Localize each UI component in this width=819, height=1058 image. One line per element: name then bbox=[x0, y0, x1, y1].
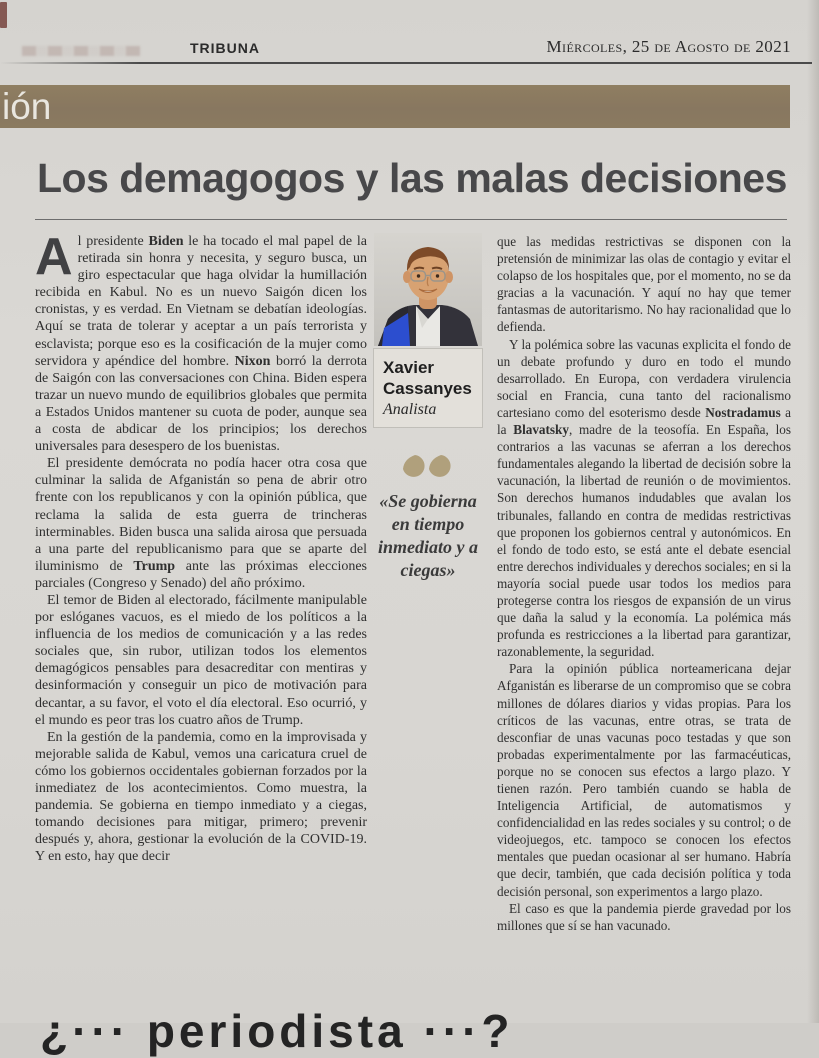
header-rule bbox=[0, 62, 812, 64]
scan-smudge bbox=[22, 46, 140, 56]
paragraph bbox=[35, 228, 367, 455]
article-headline: Los demagogos y las malas decisiones bbox=[37, 155, 787, 201]
article-column-right bbox=[497, 233, 791, 934]
paragraph-text: l presidente Biden le ha tocado el mal papel de la retirada sin honra y necesita, y seguro busca, un giro espectacular que haga olvidar la humillación recibida en Kabul. No es un nuevo Saigón dicen los cronistas, y es verdad. En Vietnam se debatían ideologías. Aquí se trata de tolerar y aceptar a un país terrorista y esclavista; porque eso es la cosificación de la mujer como servidora y apéndice del hombre. Nixon borró la derrota de Saigón con las conversaciones con China. Biden espera trazar un nuevo mundo de equilibrios globales que permita a Estados Unidos mantener su cuota de poder, aunque sea a costa de abdicar de los principios; los derechos universales para desespero de los buenistas. bbox=[35, 234, 367, 455]
edition-date: Miércoles, 25 de Agosto de 2021 bbox=[546, 37, 791, 56]
paragraph: Para la opinión pública norteamericana dejar Afganistán es liberarse de un compromiso que se cobra millones de dólares diarios y vidas propias. Para los críticos de las vacunas, entre otras, se trata de desconfiar de unas vacunas poco testadas y que son probadas experimentalmente por las farmacéuticas, porque no se conocen sus efectos a largo plazo. Y tienen razón. Pero también cuando se habla de Inteligencia Artificial, de automatismos y confidencialidad en las redes sociales y su control; o de videojuegos, etc. tampoco se conocen los efectos mentales que puedan ocasionar al ser humano. Habría que decir, también, que cada decisión política y toda decisión personal, son experimentos a largo plazo. bbox=[497, 661, 791, 899]
author-caption bbox=[374, 349, 482, 427]
scan-ink-mark bbox=[0, 2, 7, 28]
article-column-left bbox=[35, 228, 367, 934]
article-body bbox=[35, 228, 791, 934]
next-article-headline-clipped bbox=[40, 1004, 780, 1057]
pull-quote: «Se gobierna en tiempo inmediato y a ciegas» bbox=[378, 491, 478, 580]
dropcap: A bbox=[35, 228, 73, 286]
paragraph: que las medidas restrictivas se disponen con la pretensión de minimizar las olas de contagio y evitar el colapso de los hospitales que, por el momento, no se da gracias a la vacunación. Y aquí no hay que temer fantasmas de autoritarismo. No hay racionalidad que lo defienda. bbox=[497, 234, 791, 335]
article-column-middle bbox=[374, 233, 482, 934]
paragraph: El temor de Biden al electorado, fácilmente manipulable por eslóganes vacuos, es el miedo de los políticos a la influencia de los medios de comunicación y a las redes sociales que, sin rubor, utilizan todos los elementos demagógicos pensables para desacreditar con mentiras y desinformación y conseguir un pico de motivación para decantar, a su favor, el voto el día electoral. Eso ocurrió, y el mundo es peor tras los cuatro años de Trump. bbox=[35, 592, 367, 728]
paragraph: Y la polémica sobre las vacunas explicita el fondo de un debate profundo y duro en todo el mundo desarrollado. En Europa, con verdadera virulencia social en Francia, cuna tanto del racionalismo cartesiano como del esoterismo desde Nostradamus a la Blavatsky, madre de la teosofía. En España, los contrarios a las vacunas se aferran a los derechos fundamentales alegando la libertad de decisión sobre la vacunación, la libertad de reunión o de movimientos. Son derechos humanos indudables que avalan los tribunales, fallando en contra de medidas restrictivas que proponen los gobiernos central y autonómicos. En el fondo de todo esto, se está ante el debate esencial entre derechos individuales y derechos sociales; en si la mayoría social puede usar todos los medios para protegerse contra los riesgos de expansión de un virus que daña la salud y la economía. La polémica más profunda es restricciones a la libertad para garantizar, razonablemente, la seguridad. bbox=[497, 336, 791, 660]
paragraph: El caso es que la pandemia pierde gravedad por los millones que sí se han vacunado. bbox=[497, 900, 791, 933]
paragraph: El presidente demócrata no podía hacer otra cosa que culminar la salida de Afganistán so pena de abrir otro frente con los republicanos y con la opinión pública, que reclama la salida de esta guerra de trincheras interminables. Biden busca una salida airosa que persuada a una parte del republicanismo para que se aparte del iluminismo de Trump ante las próximas elecciones parciales (Congreso y Senado) del año próximo. bbox=[35, 456, 367, 591]
paragraph: En la gestión de la pandemia, como en la improvisada y mejorable salida de Kabul, vemos una caricatura cruel de cómo los gobiernos occidentales gobiernan forzados por la inmediatez de los acontecimientos. Como muestra, la pandemia. Se gobierna en tiempo inmediato y a ciegas, tomando decisiones para mitigar, primero; prevenir después y, ahora, gestionar la evolución de la COVID-19. Y en esto, hay que decir bbox=[35, 729, 367, 865]
author-photo bbox=[374, 233, 482, 346]
author-name-line1: Xavier bbox=[383, 358, 435, 377]
section-banner bbox=[0, 85, 790, 128]
author-name-line2: Cassanyes bbox=[383, 379, 472, 398]
section-banner-clipped-text: ión bbox=[2, 86, 52, 127]
author-role: Analista bbox=[383, 401, 437, 418]
paper-edge-shadow bbox=[807, 0, 819, 1023]
section-kicker: TRIBUNA bbox=[190, 40, 260, 56]
headline-rule bbox=[35, 219, 787, 220]
quotation-marks-icon bbox=[401, 449, 455, 483]
next-article-headline-fragment: ¿··· periodista ···? bbox=[40, 1005, 514, 1057]
